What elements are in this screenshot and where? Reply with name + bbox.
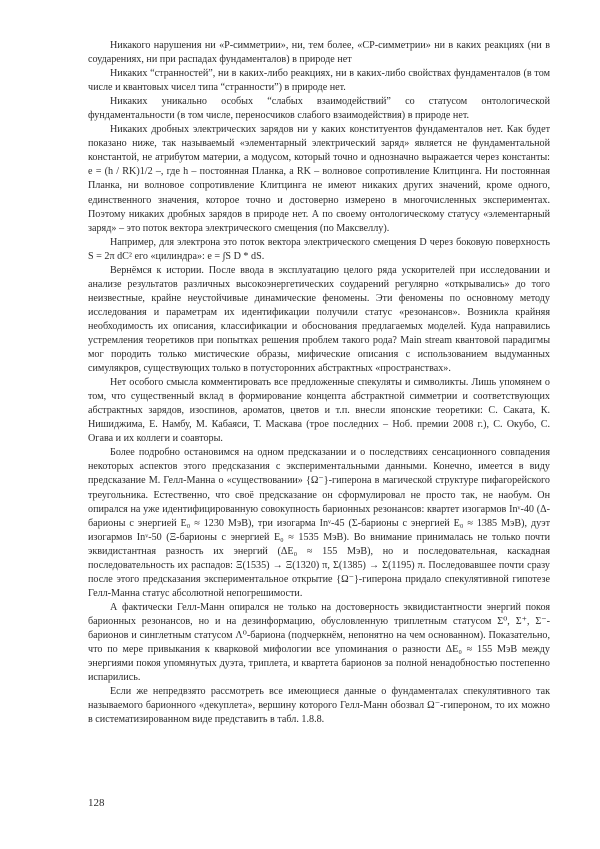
paragraph-japanese-theorists: Нет особого смысла комментировать все предложенные спекуляты и символикты. Лишь упомянем о том, что существенный вклад в формирование концепта абстрактной симметрии и соответствующих абстрактных зарядов, изоспинов, ароматов, цветов и т.п. внесли японские теоретики: С. Саката, К. Нишиджима, Е. Намбу, М. Кабаяси, Т. Маскава (трое последних – Ноб. премии 2008 г.), С. Окубо, С. Огава и их коллеги и соавторы. (88, 377, 550, 445)
paragraph-history: Вернёмся к истории. После ввода в эксплуатацию целого ряда ускорителей при исследовании и анализе результатов различных высокоэнергетических соударений регулярно «открывались» до того неизвестные, крайне неустойчивые динамические феномены. Эти феномены по основному методу исследования и параметрам их идентификации получили статус «резонансов». Возникла крайняя необходимость их описания, классификации и обоснования предлагаемых моделей. Куда направились устремления теоретиков при попытках решения проблем такого рода? Main stream квантовой парадигмы мог породить только мистические образы, мифические описания с использованием выдуманных симулякров, существующих только в потусторонних абстрактных «пространствах». (88, 264, 550, 375)
paragraph-weak-interactions: Никаких уникально особых “слабых взаимодействий” со статусом онтологической фундаментальности (в том числе, переносчиков слабого взаимодействия) в природе нет. (88, 96, 550, 122)
paragraph-decuplet: Если же непредвзято рассмотреть все имеющиеся данные о фундаменталах спекулятивного так называемого барионного «декуплета», вершину которого Гелл-Манн обозвал Ω⁻-гипероном, то их можно в систематизированном виде представить в табл. 1.8.8. (88, 686, 550, 726)
paragraph-fractional-charges: Никаких дробных электрических зарядов ни у каких конституентов фундаменталов нет. Как будет показано ниже, так называемый «элементарный электрический заряд» является не фундаментальной константой, не атрибутом материи, а модусом, который точно и однозначно выражается через константы: e = (h / RK)1/2 –, где h – постоянная Планка, а RK – волновое сопротивление Клитцинга. Ни постоянная Планка, ни волновое сопротивление Клитцинга не имеют никаких других значений, кроме одного, единственного значения, которое точно и достоверно измерено в многочисленных экспериментах. Поэтому никаких дробных зарядов в природе нет. А по своему онтологическому статусу «элементарный заряд» – это поток вектора электрического смещения (по Максвеллу). (88, 124, 550, 234)
paragraph-electron-flux: Например, для электрона это поток вектора электрического смещения D через боковую поверхность S = 2π dC² его «цилиндра»: e = ∫S D * dS. (88, 236, 550, 262)
paragraph-gell-mann-prediction: Более подробно остановимся на одном предсказании и о последствиях сенсационного совпадения некоторых аспектов этого предсказания с экспериментальными данными. Конечно, имеется в виду предсказание М. Гелл-Манна о «существовании» {Ω⁻}-гиперона в магической структуре пифагорейского треугольника. Естественно, что своё предсказание он сформулировал не просто так, не наобум. Он опирался на уже идентифицированную совокупность барионных резонансов: квартет изогармов Inᵛ-40 (Δ-барионы с энергией E₀ ≈ 1230 МэВ), три изогарма Inᵛ-45 (Σ-барионы с энергией E₀ ≈ 1385 МэВ), дуэт изогармов Inᵛ-50 (Ξ-барионы с энергией E₀ ≈ 1535 МэВ). Во внимание принималась не только почти эквидистантная разность их энергий (ΔE₀ ≈ 155 МэВ), но и последовательная, каскадная последовательность их распадов: Ξ(1535) → Ξ(1320) π, Σ(1385) → Σ(1195) π. Последовавшее почти сразу после этого предсказания экспериментальное открытие {Ω⁻}-гиперона придало спекулятивной гипотезе Гелл-Манна статус абсолютной непогрешимости. (88, 447, 550, 599)
body-text (88, 39, 550, 727)
paragraph-strangeness: Никаких “странностей”, ни в каких-либо реакциях, ни в каких-либо свойствах фундаменталов (в том числе и квантовых чисел типа “странности”) в природе нет. (88, 68, 550, 94)
paragraph-p-symmetry: Никакого нарушения ни «P-симметрии», ни, тем более, «CP-симметрии» ни в каких реакциях (ни в соударениях, ни при распадах фундаменталов) в природе нет (88, 40, 550, 66)
paragraph-disinformation: А фактически Гелл-Манн опирался не только на достоверность эквидистантности энергий покоя барионных резонансов, но и на дезинформацию, обусловленную триплетным статусом Σ⁰, Σ⁺, Σ⁻-барионов и синглетным статусом Λ⁰-бариона (подчеркнём, непонятно на чем основанном). Показательно, что по мере привыкания к кварковой мифологии все упоминания о разности ΔE₀ ≈ 155 МэВ между энергиями покоя упомянутых дуэта, триплета, и квартета барионов за полной ненадобностью постепенно испарились. (88, 601, 550, 684)
page-number: 128 (88, 797, 105, 809)
